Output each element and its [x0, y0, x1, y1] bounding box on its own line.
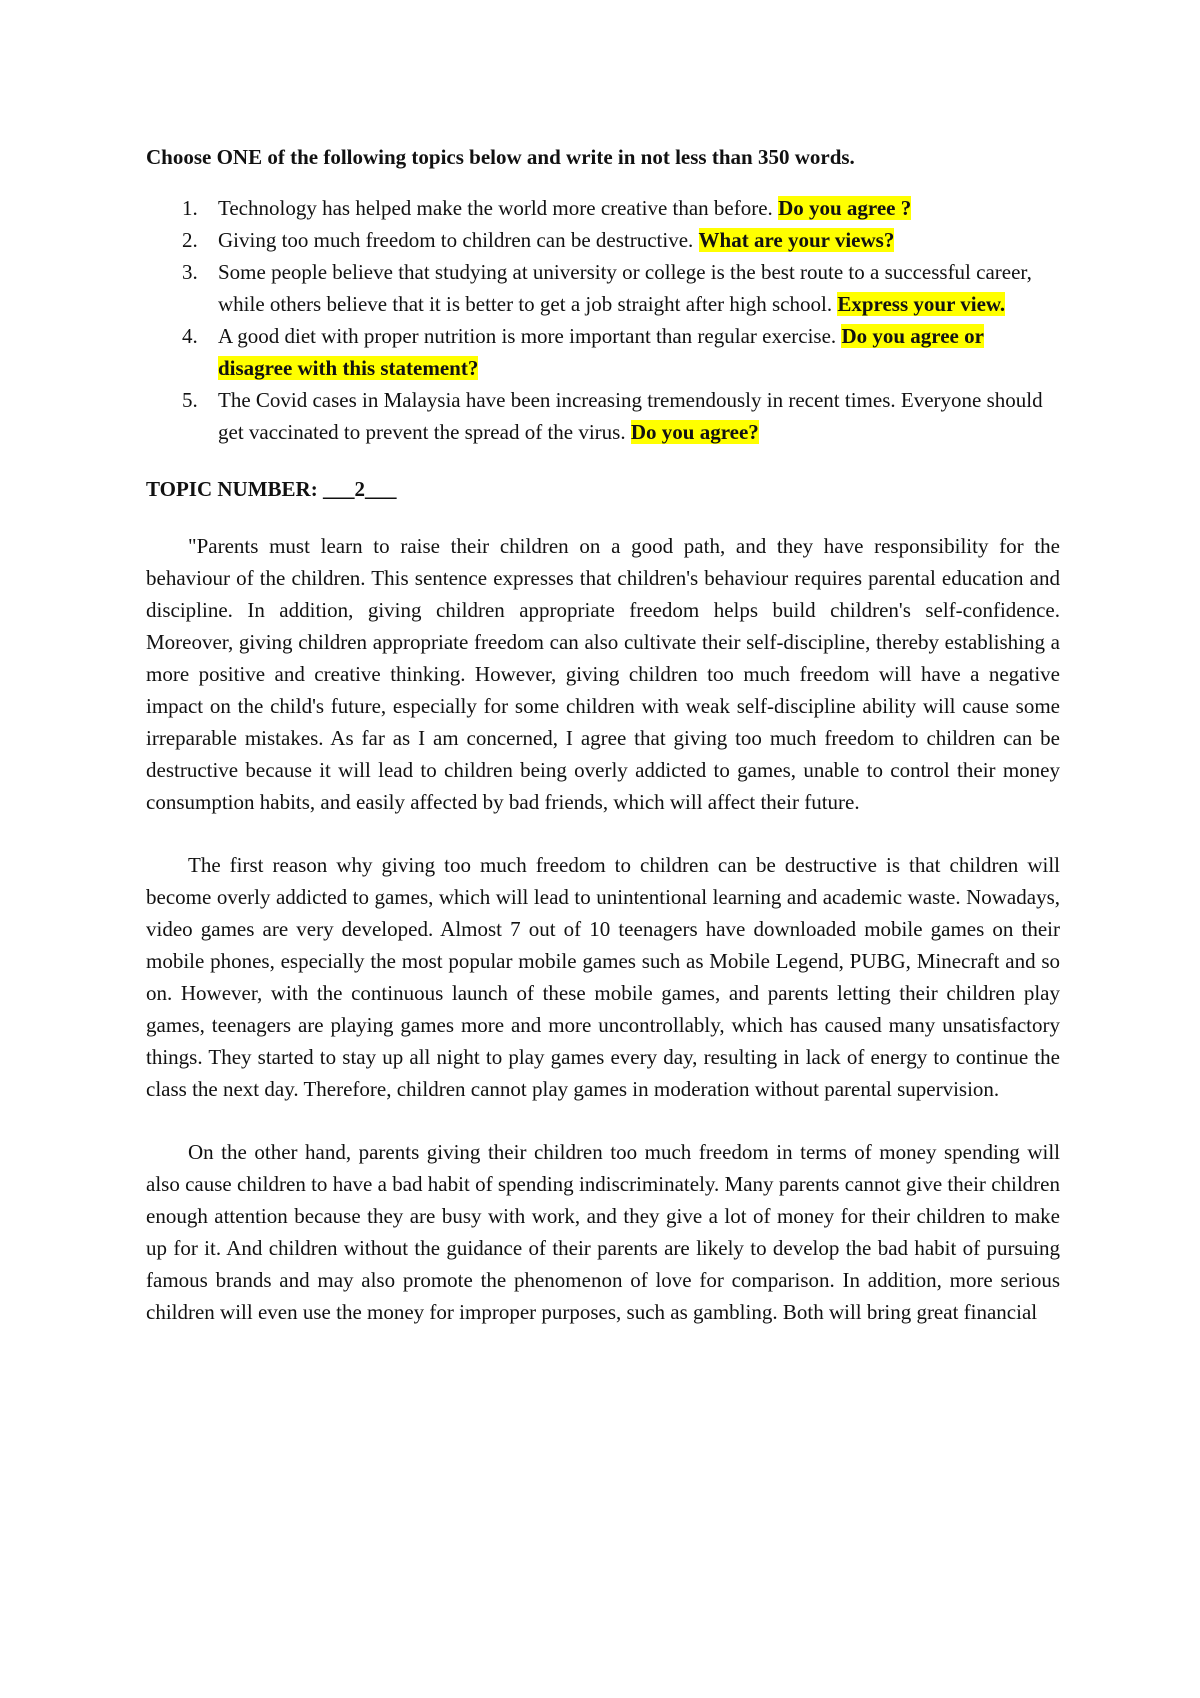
topic-item [146, 320, 1060, 384]
topic-number-label: 1. [182, 196, 198, 220]
topic-number-line [146, 473, 1060, 505]
topic-number-label: TOPIC NUMBER: [146, 477, 323, 501]
topic-text: Giving too much freedom to children can be destructive. [218, 228, 699, 252]
topic-question-highlight: Do you agree ? [778, 196, 912, 220]
topic-item [146, 384, 1060, 448]
instruction-heading: Choose ONE of the following topics below and write in not less than 350 words. [146, 145, 855, 169]
topic-text: Technology has helped make the world more creative than before. [218, 196, 779, 220]
essay-paragraph: On the other hand, parents giving their children too much freedom in terms of money spending will also cause children to have a bad habit of spending indiscriminately. Many parents cannot give their children enough attention because they are busy with work, and they give a lot of money for their children to make up for it. And children without the guidance of their parents are likely to develop the bad habit of pursuing famous brands and may also promote the phenomenon of love for comparison. In addition, more serious children will even use the money for improper purposes, such as gambling. Both will bring great financial [146, 1140, 1060, 1324]
topic-question-highlight: What are your views? [698, 228, 895, 252]
topic-text: A good diet with proper nutrition is more important than regular exercise. [218, 324, 842, 348]
topic-text: The Covid cases in Malaysia have been increasing tremendously in recent times. Everyone should get vaccinated to prevent the spread of the virus. [218, 388, 1043, 444]
topic-question-highlight: Do you agree? [630, 420, 759, 444]
topic-text: Some people believe that studying at university or college is the best route to a successful career, while others believe that it is better to get a job straight after high school. [218, 260, 1032, 316]
topic-list [146, 192, 1060, 448]
topic-number-label: 2. [182, 228, 198, 252]
essay-paragraph: The first reason why giving too much freedom to children can be destructive is that children will become overly addicted to games, which will lead to unintentional learning and academic waste. Nowadays, video games are very developed. Almost 7 out of 10 teenagers have downloaded mobile games on their mobile phones, especially the most popular mobile games such as Mobile Legend, PUBG, Minecraft and so on. However, with the continuous launch of these mobile games, and parents letting their children play games, teenagers are playing games more and more uncontrollably, which has caused many unsatisfactory things. They started to stay up all night to play games every day, resulting in lack of energy to continue the class the next day. Therefore, children cannot play games in moderation without parental supervision. [146, 853, 1060, 1101]
topic-number-value: ___2___ [322, 477, 397, 501]
topic-item [146, 192, 1060, 224]
topic-item [146, 256, 1060, 320]
essay-paragraph: "Parents must learn to raise their children on a good path, and they have responsibility for the behaviour of the children. This sentence expresses that children's behaviour requires parental education and discipline. In addition, giving children appropriate freedom helps build children's self-confidence. Moreover, giving children appropriate freedom can also cultivate their self-discipline, thereby establishing a more positive and creative thinking. However, giving children too much freedom will have a negative impact on the child's future, especially for some children with weak self-discipline ability will cause some irreparable mistakes. As far as I am concerned, I agree that giving too much freedom to children can be destructive because it will lead to children being overly addicted to games, unable to control their money consumption habits, and easily affected by bad friends, which will affect their future. [146, 534, 1060, 814]
topic-number-label: 3. [182, 260, 198, 284]
topic-item [146, 224, 1060, 256]
topic-number-label: 5. [182, 388, 198, 412]
topic-question-highlight: Express your view. [837, 292, 1006, 316]
topic-number-label: 4. [182, 324, 198, 348]
topic-question-highlight: Do you agree or disagree with this statement? [218, 324, 984, 380]
